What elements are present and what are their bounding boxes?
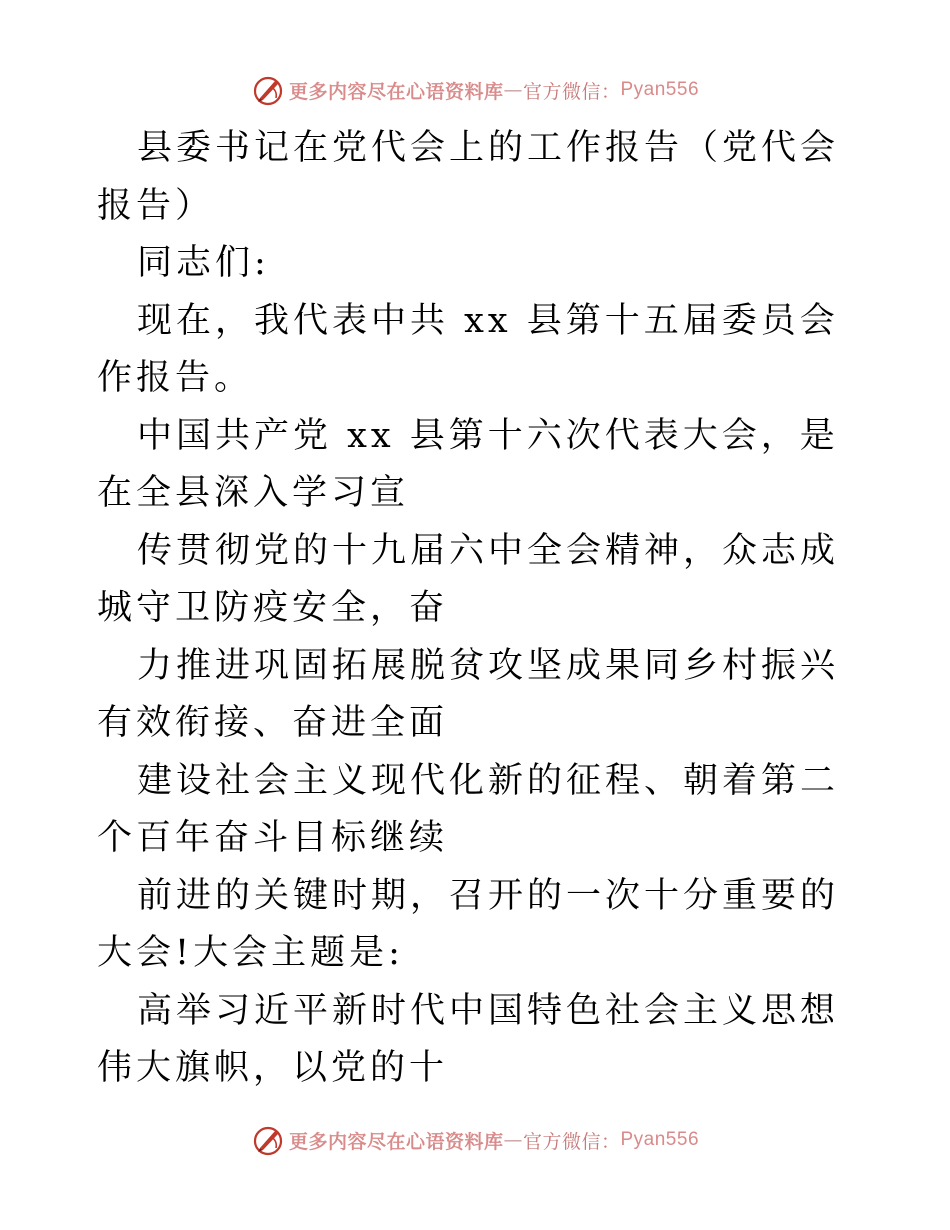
footer-watermark: [0, 1120, 950, 1160]
watermark-wechat-label: 官方微信：: [522, 1130, 621, 1153]
paragraph: 力推进巩固拓展脱贫攻坚成果同乡村振兴有效衔接、奋进全面: [97, 645, 840, 743]
quill-logo-icon: [251, 1123, 285, 1157]
watermark-title: 更多内容尽在心语资料库: [288, 80, 504, 103]
document-title: 县委书记在党代会上的工作报告（党代会报告）: [97, 128, 840, 226]
paragraph: 高举习近平新时代中国特色社会主义思想伟大旗帜，以党的十: [97, 990, 840, 1088]
watermark-dash: —: [503, 1129, 523, 1151]
watermark-wechat-label: 官方微信：: [522, 80, 621, 103]
quill-logo-icon: [251, 73, 285, 107]
watermark-wechat-id: Pyan556: [620, 79, 700, 100]
header-watermark: [0, 70, 950, 110]
watermark-wechat-id: Pyan556: [620, 1129, 700, 1150]
paragraph: 中国共产党 xx 县第十六次代表大会，是在全县深入学习宣: [97, 415, 839, 513]
paragraph: 传贯彻党的十九届六中全会精神，众志成城守卫防疫安全，奋: [97, 530, 840, 628]
watermark-dash: —: [503, 79, 523, 101]
paragraph: 前进的关键时期，召开的一次十分重要的大会!大会主题是:: [97, 875, 840, 973]
watermark-title: 更多内容尽在心语资料库: [288, 1130, 504, 1153]
document-body: [97, 120, 857, 1098]
paragraph: 现在，我代表中共 xx 县第十五届委员会作报告。: [97, 300, 839, 398]
paragraph: 建设社会主义现代化新的征程、朝着第二个百年奋斗目标继续: [97, 760, 840, 858]
salutation: 同志们:: [137, 243, 270, 283]
